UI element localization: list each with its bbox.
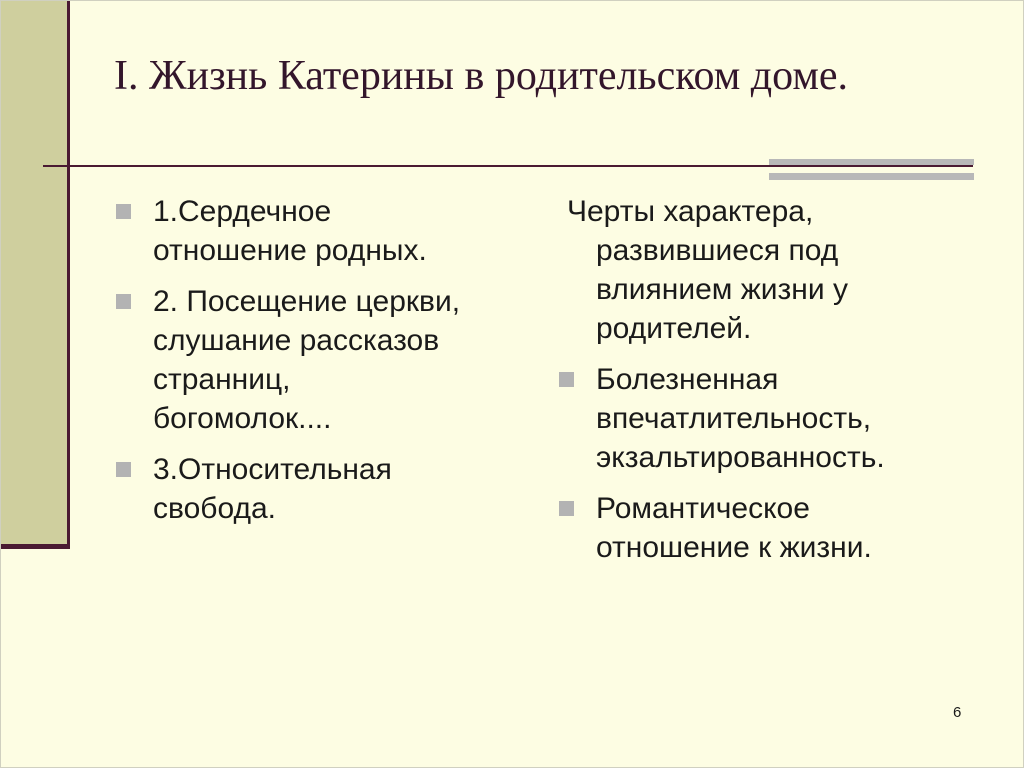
- square-bullet-icon: [116, 204, 131, 219]
- list-item-text: странниц,: [153, 363, 291, 396]
- list-item: [116, 450, 536, 528]
- page-number: 6: [953, 704, 962, 721]
- right-column: [559, 192, 989, 579]
- square-bullet-icon: [559, 501, 574, 516]
- title-underline-rule: [43, 165, 973, 167]
- decorative-side-bar-foot: [1, 544, 70, 549]
- list-item: [116, 282, 536, 438]
- list-item-text: экзальтированность.: [596, 441, 885, 474]
- square-bullet-icon: [116, 462, 131, 477]
- list-item-text: слушание рассказов: [153, 324, 440, 357]
- list-item-text: 3.Относительная: [153, 453, 392, 486]
- square-bullet-icon: [116, 294, 131, 309]
- lead-text: влиянием жизни у: [596, 273, 848, 306]
- right-column-lead: [559, 192, 989, 348]
- list-item-text: Романтическое: [596, 492, 810, 525]
- decorative-side-bar: [1, 1, 70, 545]
- lead-text: развившиеся под: [596, 234, 839, 267]
- list-item-text: Болезненная: [596, 363, 779, 396]
- lead-text: родителей.: [596, 312, 752, 345]
- list-item-text: отношение к жизни.: [596, 531, 872, 564]
- list-item-text: свобода.: [153, 492, 277, 525]
- left-column: [116, 192, 536, 540]
- slide-title: I. Жизнь Катерины в родительском доме.: [114, 53, 849, 99]
- list-item: [559, 489, 989, 567]
- list-item: [116, 192, 536, 270]
- lead-text: Черты характера,: [567, 195, 814, 228]
- list-item-text: богомолок....: [153, 402, 332, 435]
- list-item: [559, 360, 989, 477]
- decorative-grey-rule-bottom: [769, 173, 974, 180]
- list-item-text: 1.Сердечное: [153, 195, 332, 228]
- list-item-text: 2. Посещение церкви,: [153, 285, 461, 318]
- list-item-text: отношение родных.: [153, 234, 427, 267]
- square-bullet-icon: [559, 372, 574, 387]
- list-item-text: впечатлительность,: [596, 402, 872, 435]
